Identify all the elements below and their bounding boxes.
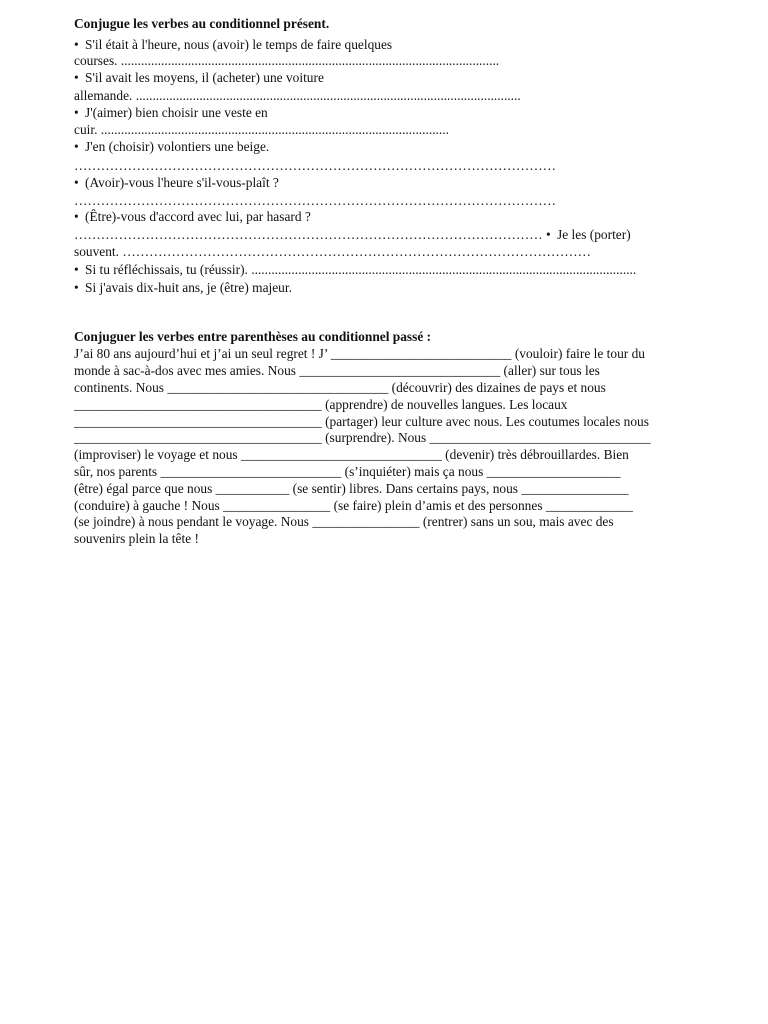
exercise-item-6-line1 — [74, 209, 311, 225]
paragraph-line: (conduire) à gauche ! Nous ________________ (se faire) plein d’amis et des personnes _____________ — [74, 498, 633, 513]
bullet-icon: • — [74, 209, 79, 224]
bullet-icon: • — [74, 70, 79, 85]
section1-title: Conjugue les verbes au conditionnel présent. — [74, 16, 330, 31]
exercise-item-4-line1 — [74, 139, 269, 155]
bullet-icon: • — [74, 139, 79, 154]
exercise-item-9-line1 — [74, 280, 292, 296]
paragraph-line: (être) égal parce que nous ___________ (se sentir) libres. Dans certains pays, nous ________________ — [74, 481, 629, 496]
exercise-item-1-line2: courses. ................................................................................................................. — [74, 53, 500, 68]
bullet-icon: • — [74, 37, 79, 52]
bullet-icon: • — [74, 280, 79, 295]
exercise-item-text: Je les (porter) — [557, 227, 631, 242]
paragraph-line: J’ai 80 ans aujourd’hui et j’ai un seul regret ! J’ ___________________________ (vouloir) faire le tour du — [74, 346, 645, 361]
exercise-item-text: J'(aimer) bien choisir une veste en — [85, 105, 268, 120]
exercise-item-2-line2: allemande. ................................................................................................................... — [74, 88, 521, 103]
exercise-item-4-line2: ……………………………………………………………………………………………… — [74, 158, 557, 173]
paragraph-line: sûr, nos parents ___________________________ (s’inquiéter) mais ça nous ____________________ — [74, 464, 621, 479]
paragraph-line: _____________________________________ (apprendre) de nouvelles langues. Les locaux — [74, 397, 568, 412]
exercise-item-text: S'il était à l'heure, nous (avoir) le temps de faire quelques — [85, 37, 393, 52]
paragraph-line: (se joindre) à nous pendant le voyage. Nous ________________ (rentrer) sans un sou, mais avec des — [74, 514, 614, 529]
exercise-item-text: Si tu réfléchissais, tu (réussir). ................................................................................................................... — [85, 262, 637, 277]
bullet-icon: • — [74, 175, 79, 190]
exercise-item-1-line1 — [74, 37, 392, 53]
bullet-icon: • — [74, 262, 79, 277]
exercise-item-7-line2: souvent. …………………………………………………………………………………………… — [74, 244, 592, 259]
paragraph-line: monde à sac-à-dos avec mes amies. Nous ______________________________ (aller) sur tous les — [74, 363, 600, 378]
exercise-item-6-line2 — [74, 227, 631, 243]
paragraph-line: continents. Nous _________________________________ (découvrir) des dizaines de pays et nous — [74, 380, 606, 395]
exercise-item-8-line1 — [74, 262, 636, 278]
exercise-item-dots: …………………………………………………………………………………………… — [74, 227, 543, 242]
exercise-item-3-line1 — [74, 105, 268, 121]
paragraph-line: souvenirs plein la tête ! — [74, 531, 199, 546]
exercise-item-text: J'en (choisir) volontiers une beige. — [85, 139, 270, 154]
exercise-item-2-line1 — [74, 70, 324, 86]
paragraph-line: (improviser) le voyage et nous ______________________________ (devenir) très débrouillardes. Bien — [74, 447, 629, 462]
bullet-icon: • — [74, 105, 79, 120]
section2-title: Conjuguer les verbes entre parenthèses au conditionnel passé : — [74, 329, 432, 344]
exercise-item-text: S'il avait les moyens, il (acheter) une voiture — [85, 70, 324, 85]
exercise-item-text: (Avoir)-vous l'heure s'il-vous-plaît ? — [85, 175, 279, 190]
exercise-item-text: Si j'avais dix-huit ans, je (être) majeur. — [85, 280, 292, 295]
exercise-item-5-line1 — [74, 175, 279, 191]
bullet-icon: • — [546, 227, 551, 242]
exercise-item-3-line2: cuir. ........................................................................................................ — [74, 122, 449, 137]
exercise-item-5-line2: ……………………………………………………………………………………………… — [74, 193, 557, 208]
paragraph-line: _____________________________________ (partager) leur culture avec nous. Les coutumes locales nous — [74, 414, 649, 429]
exercise-item-text: (Être)-vous d'accord avec lui, par hasard ? — [85, 209, 311, 224]
paragraph-line: _____________________________________ (surprendre). Nous _________________________________ — [74, 430, 651, 445]
